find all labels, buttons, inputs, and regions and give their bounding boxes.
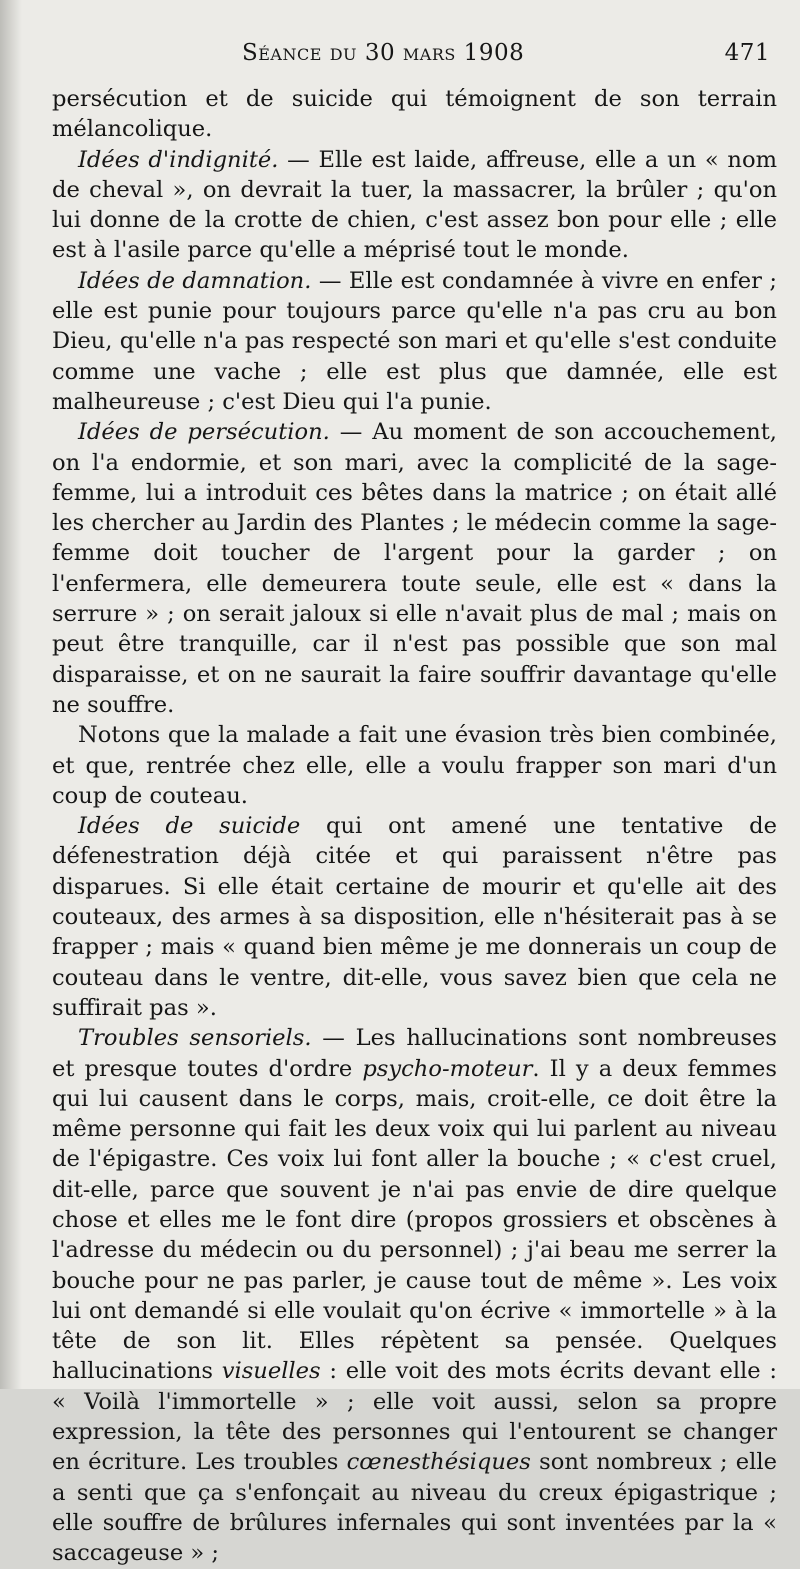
paragraph-persecution — [52, 417, 777, 720]
paragraph-troubles-sensoriels — [52, 1023, 777, 1568]
italic-term: psycho-moteur — [362, 1055, 533, 1082]
header-title: Séance du 30 mars 1908 — [242, 40, 525, 66]
paragraph-suicide — [52, 811, 777, 1023]
paragraph-damnation — [52, 266, 777, 417]
paragraph-text: — Les hallucinations sont nombreuses et presque toutes d'ordre — [52, 1025, 777, 1082]
paragraph-text: persécution et de suicide qui témoignent de son terrain mélancolique. — [52, 86, 777, 143]
paragraph-lead: Idées de damnation. — [78, 267, 312, 294]
paragraph-text: — Elle est laide, affreuse, elle a un « nom de cheval », on devrait la tuer, la massacrer, la brûler ; qu'on lui donne de la crotte de chien, c'est assez bon pour elle ; elle est à l'asile parce qu'elle a méprisé tout le monde. — [52, 146, 777, 264]
paragraph-text: : elle voit des mots écrits devant elle : « Voilà l'immortelle » ; elle voit aussi, selon sa propre expression, la tête des personnes qui l'entourent se changer en écriture. Les troubles — [52, 1358, 777, 1476]
paragraph-lead: Idées de suicide — [78, 813, 301, 840]
paragraph-lead: Troubles sensoriels. — [78, 1025, 312, 1052]
paragraph-text: — Au moment de son accouchement, on l'a endormie, et son mari, avec la complicité de la sage-femme, lui a introduit ces bêtes dans la matrice ; on était allé les chercher au Jardin des Plantes ; le médecin comme la sage-femme doit toucher de l'argent pour la garder ; on l'enfermera, elle demeurera toute seule, elle est « dans la serrure » ; on serait jaloux si elle n'avait plus de mal ; mais on peut être tranquille, car il n'est pas possible que son mal disparaisse, et on ne saurait la faire souffrir davantage qu'elle ne souffre. — [52, 419, 777, 718]
page-binding-shadow — [0, 0, 22, 1389]
paragraph-text: Notons que la malade a fait une évasion très bien combinée, et que, rentrée chez elle, elle a voulu frapper son mari d'un coup de couteau. — [52, 722, 777, 809]
paragraph-notons — [52, 720, 777, 811]
paragraph-indignite — [52, 145, 777, 266]
page-number: 471 — [724, 40, 770, 66]
paragraph-lead: Idées d'indignité. — [78, 146, 279, 173]
italic-term: visuelles — [221, 1358, 321, 1385]
body-text — [52, 84, 777, 1569]
paragraph-lead: Idées de persécution. — [78, 419, 330, 446]
paragraph-text: sont nombreux ; elle a senti que ça s'enfonçait au niveau du creux épigastrique ; elle souffre de brûlures infernales qui sont inventées par la « saccageuse » ; — [52, 1449, 778, 1567]
paragraph-text: qui ont amené une tentative de défenestration déjà citée et qui paraissent n'être pas disparues. Si elle était certaine de mourir et qu'elle ait des couteaux, des armes à sa disposition, elle n'hésiterait pas à se frapper ; mais « quand bien même je me donnerais un coup de couteau dans le ventre, dit-elle, vous savez bien que cela ne suffirait pas ». — [52, 813, 777, 1021]
paragraph-text: . Il y a deux femmes qui lui causent dans le corps, mais, croit-elle, ce doit être la même personne qui fait les deux voix qui lui parlent au niveau de l'épigastre. Ces voix lui font aller la bouche ; « c'est cruel, dit-elle, parce que souvent je n'ai pas envie de dire quelque chose et elles me le font dire (propos grossiers et obscènes à l'adresse du médecin ou du personnel) ; j'ai beau me serrer la bouche pour ne pas parler, je cause tout de même ». Les voix lui ont demandé si elle voulait qu'on écrive « immortelle » à la tête de son lit. Elles répètent sa pensée. Quelques hallucinations — [52, 1055, 777, 1385]
italic-term: cœnesthésiques — [346, 1449, 531, 1476]
running-header — [52, 40, 770, 74]
paragraph-continuation — [52, 84, 777, 145]
paragraph-text: — Elle est condamnée à vivre en enfer ; elle est punie pour toujours parce qu'elle n'a pas cru au bon Dieu, qu'elle n'a pas respecté son mari et qu'elle s'est conduite comme une vache ; elle est plus que damnée, elle est malheureuse ; c'est Dieu qui l'a punie. — [52, 267, 777, 415]
